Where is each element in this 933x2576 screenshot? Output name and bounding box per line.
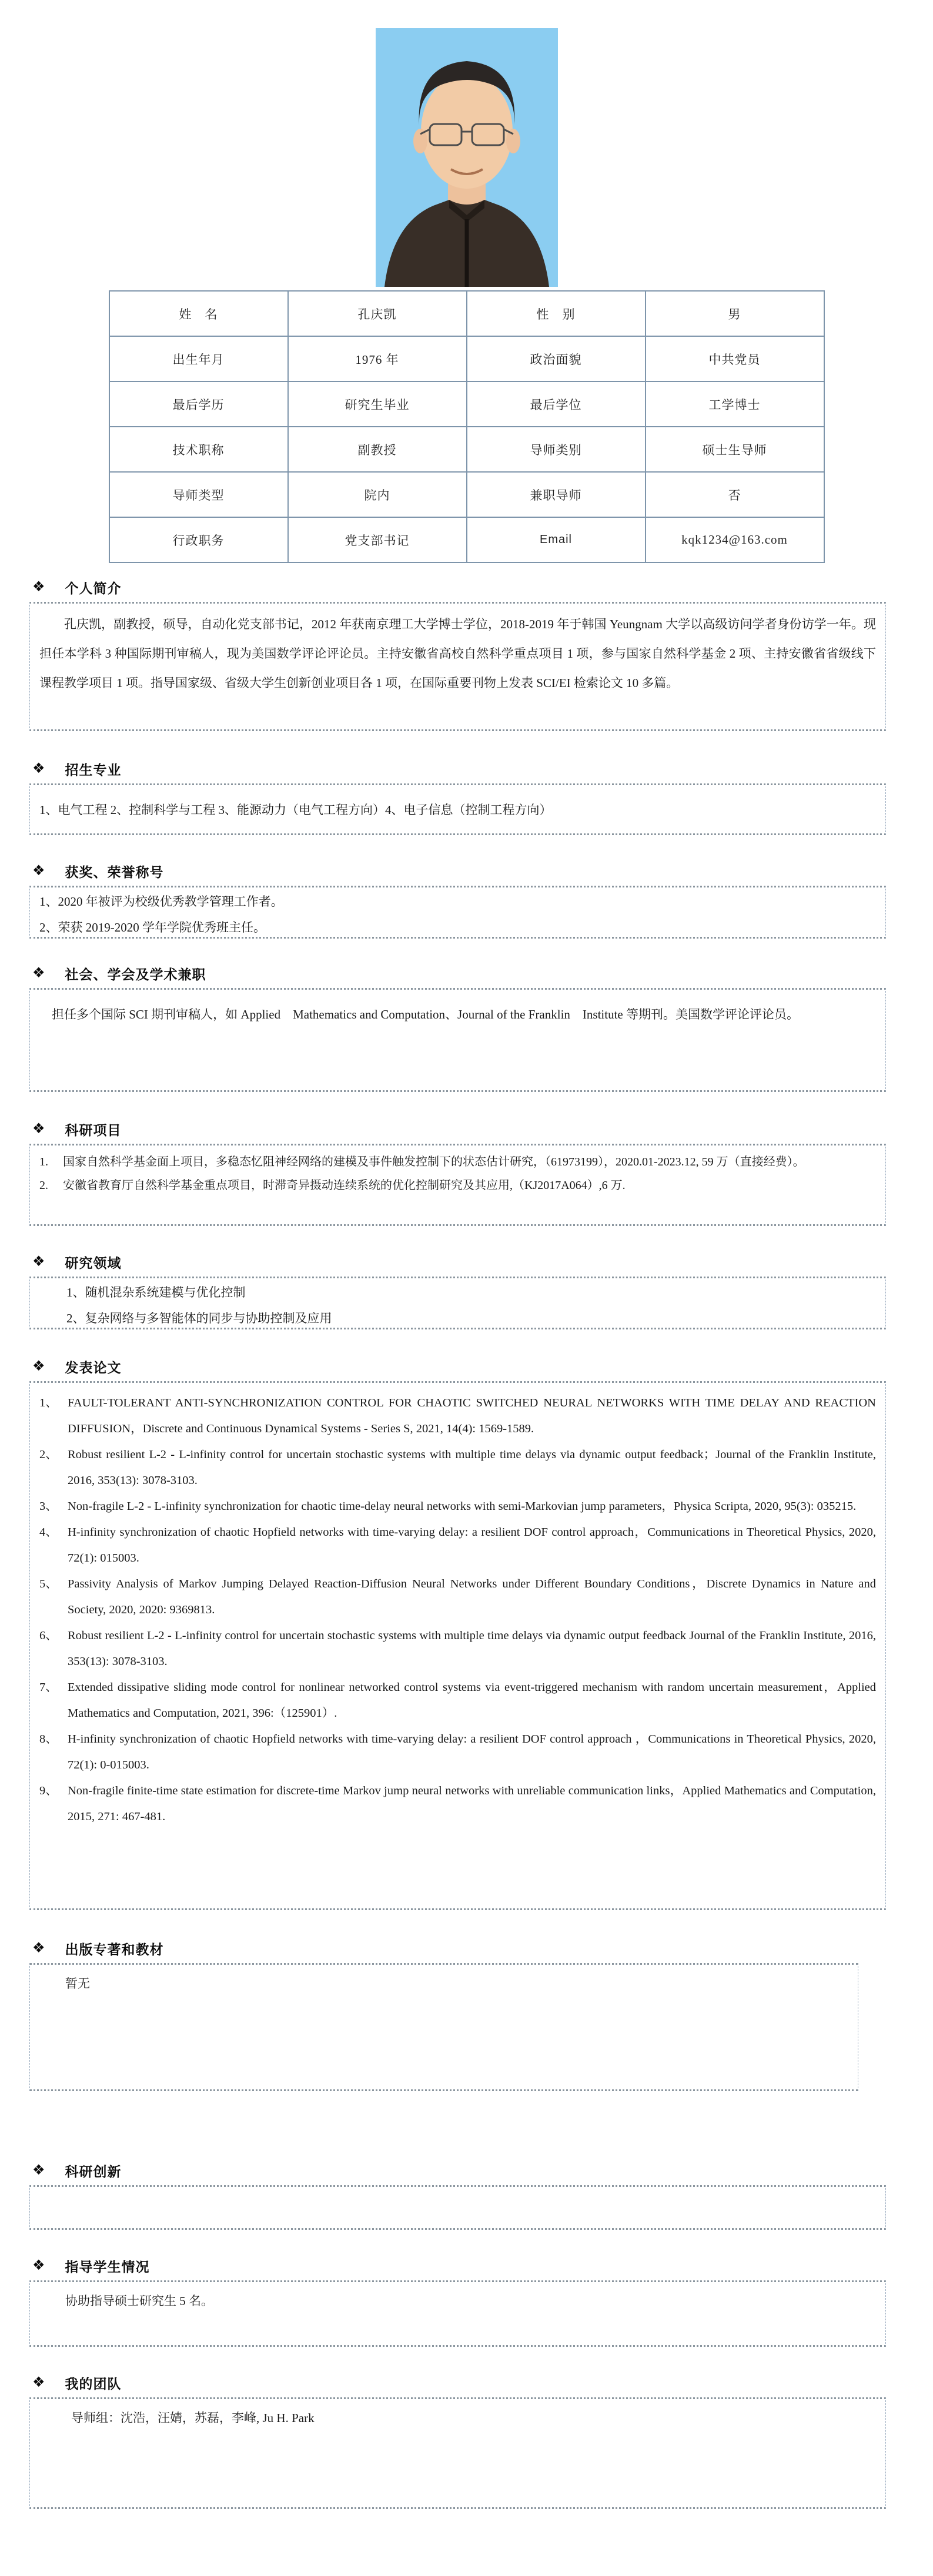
section-books [29, 1941, 886, 2091]
section-content-box [29, 988, 886, 1092]
section-content-box [29, 602, 886, 731]
item-text: FAULT-TOLERANT ANTI-SYNCHRONIZATION CONTROL FOR CHAOTIC SWITCHED NEURAL NETWORKS WITH TIME DELAY AND REACTION DIFFUSION，Discrete and Continuous Dynamical Systems - Series S, 2021, 14(4): 1569-1589. [68, 1396, 876, 1435]
item-text: H-infinity synchronization of chaotic Hopfield networks with time-varying delay: a resilient DOF control approach，Communications in Theoretical Physics, 2020, 72(1): 015003. [68, 1526, 876, 1565]
cell-label: 最后学位 [467, 381, 646, 427]
numbered-list-item [39, 1519, 876, 1571]
section-title: 指导学生情况 [65, 2259, 150, 2274]
numbered-list-item [39, 1623, 876, 1674]
item-number: 2、 [39, 1448, 58, 1461]
section-header [29, 1941, 886, 1956]
cell-label: 导师类别 [467, 427, 646, 472]
cell-value: 否 [646, 472, 824, 517]
item-number: 1、 [39, 1396, 58, 1409]
section-header [29, 1359, 886, 1374]
section-header [29, 761, 886, 776]
list-item: 暂无 [65, 1977, 90, 1991]
section-content-box [29, 1277, 886, 1329]
section-header [29, 1121, 886, 1137]
table-row [109, 291, 824, 336]
cell-value: 中共党员 [646, 336, 824, 381]
list-item: 2、荣获 2019-2020 学年学院优秀班主任。 [39, 920, 266, 934]
numbered-list-item [39, 1726, 876, 1778]
cell-label: 性 别 [467, 291, 646, 336]
cell-value: 副教授 [288, 427, 467, 472]
cell-value: 研究生毕业 [288, 381, 467, 427]
section-content-box [29, 2280, 886, 2347]
item-number: 6、 [39, 1629, 58, 1642]
cell-label: 姓 名 [109, 291, 288, 336]
faculty-profile-page [0, 28, 933, 2509]
table-row [109, 381, 824, 427]
diamond-bullet-icon: ❖ [32, 2375, 45, 2390]
section-students [29, 2258, 886, 2347]
item-text: 国家自然科学基金面上项目，多稳态忆阻神经网络的建模及事件触发控制下的状态估计研究，（61973199），2020.01-2023.12, 59 万（直接经费）。 [63, 1155, 805, 1168]
list-item: 2、复杂网络与多智能体的同步与协助控制及应用 [66, 1311, 332, 1325]
numbered-list-item [39, 1571, 876, 1623]
section-team [29, 2375, 886, 2509]
cell-value: 1976 年 [288, 336, 467, 381]
section-papers [29, 1359, 886, 1910]
info-table-body [109, 291, 824, 562]
section-header [29, 1254, 886, 1269]
diamond-bullet-icon: ❖ [32, 2163, 45, 2178]
numbered-list-item [39, 1174, 876, 1197]
section-title: 出版专著和教材 [65, 1942, 164, 1957]
info-table [109, 290, 825, 563]
section-research [29, 1254, 886, 1329]
item-text: Extended dissipative sliding mode control for nonlinear networked control systems via event-triggered mechanism with random uncertain measurement，Applied Mathematics and Computation, 2021, 396:（125901）. [68, 1681, 876, 1720]
cell-value: 孔庆凯 [288, 291, 467, 336]
item-number: 3、 [39, 1500, 58, 1513]
section-title: 发表论文 [65, 1360, 122, 1375]
item-text: Robust resilient L-2 - L-infinity control for uncertain stochastic systems with multiple time delays via dynamic output feedback；Journal of the Franklin Institute, 2016, 353(13): 3078-3103. [68, 1448, 876, 1487]
cell-label: 政治面貌 [467, 336, 646, 381]
list-item: 导师组：沈浩，汪婧，苏磊，李峰, Ju H. Park [71, 2411, 315, 2425]
table-row [109, 336, 824, 381]
table-row [109, 472, 824, 517]
diamond-bullet-icon: ❖ [32, 579, 45, 595]
section-title: 获奖、荣誉称号 [65, 865, 164, 880]
section-innovation [29, 2163, 886, 2230]
list-item: 协助指导硕士研究生 5 名。 [65, 2294, 213, 2308]
item-number: 2. [39, 1179, 48, 1192]
section-content-box [29, 1963, 858, 2091]
numbered-list-item [39, 1674, 876, 1726]
section-title: 科研项目 [65, 1123, 122, 1138]
sections-container [0, 579, 933, 2509]
section-header [29, 2258, 886, 2273]
cell-label: Email [467, 517, 646, 562]
cell-value: 党支部书记 [288, 517, 467, 562]
section-content-box [29, 2185, 886, 2230]
item-number: 4、 [39, 1526, 58, 1539]
numbered-list-item [39, 1493, 876, 1519]
cell-label: 最后学历 [109, 381, 288, 427]
diamond-bullet-icon: ❖ [32, 966, 45, 981]
section-header [29, 2163, 886, 2178]
cell-value: 硕士生导师 [646, 427, 824, 472]
section-title: 招生专业 [65, 762, 122, 778]
diamond-bullet-icon: ❖ [32, 1254, 45, 1269]
section-content-box [29, 783, 886, 835]
cell-value: 工学博士 [646, 381, 824, 427]
item-text: H-infinity synchronization of chaotic Hopfield networks with time-varying delay: a resilient DOF control approach ，Communications in Theoretical Physics, 2020, 72(1): 0-015003. [68, 1733, 876, 1771]
section-content-box [29, 2397, 886, 2509]
item-number: 8、 [39, 1733, 58, 1746]
section-header [29, 966, 886, 981]
diamond-bullet-icon: ❖ [32, 863, 45, 879]
section-projects [29, 1121, 886, 1226]
diamond-bullet-icon: ❖ [32, 1941, 45, 1956]
item-text: Non-fragile finite-time state estimation for discrete-time Markov jump neural networks with unreliable communication links，Applied Mathematics and Computation, 2015, 271: 467-481. [68, 1784, 876, 1823]
section-header [29, 863, 886, 879]
profile-photo-image [376, 28, 558, 287]
cell-value: 院内 [288, 472, 467, 517]
section-content-box [29, 886, 886, 939]
paragraph: 担任多个国际 SCI 期刊审稿人，如 Applied Mathematics and Computation、Journal of the Franklin Institute 等期刊。美国数学评论评论员。 [52, 1007, 799, 1021]
diamond-bullet-icon: ❖ [32, 2258, 45, 2273]
section-majors [29, 761, 886, 835]
cell-value: kqk1234@163.com [646, 517, 824, 562]
cell-label: 出生年月 [109, 336, 288, 381]
table-row [109, 427, 824, 472]
cell-label: 技术职称 [109, 427, 288, 472]
paragraph: 孔庆凯，副教授，硕导，自动化党支部书记，2012 年获南京理工大学博士学位，2018-2019 年于韩国 Yeungnam 大学以高级访问学者身份访学一年。现担任本学科 3 种国际期刊审稿人，现为美国数学评论评论员。主持安徽省高校自然科学重点项目 1 项，参与国家自然科学基金 2 项、主持安徽省省级线下课程教学项目 1 项。指导国家级、省级大学生创新创业项目各 1 项，在国际重要刊物上发表 SCI/EI 检索论文 10 多篇。 [39, 617, 876, 690]
section-header [29, 579, 886, 595]
section-awards [29, 863, 886, 939]
numbered-list-item [39, 1778, 876, 1830]
profile-photo [376, 28, 558, 287]
item-number: 1. [39, 1155, 48, 1168]
list-item: 1、电气工程 2、控制科学与工程 3、能源动力（电气工程方向）4、电子信息（控制工程方向） [39, 803, 552, 817]
section-header [29, 2375, 886, 2390]
cell-value: 男 [646, 291, 824, 336]
section-title: 社会、学会及学术兼职 [65, 967, 206, 982]
list-item: 1、随机混杂系统建模与优化控制 [66, 1285, 246, 1299]
section-content-box [29, 1144, 886, 1226]
diamond-bullet-icon: ❖ [32, 761, 45, 776]
cell-label: 行政职务 [109, 517, 288, 562]
diamond-bullet-icon: ❖ [32, 1359, 45, 1374]
diamond-bullet-icon: ❖ [32, 1121, 45, 1137]
item-number: 9、 [39, 1784, 58, 1797]
item-text: 安徽省教育厅自然科学基金重点项目，时滞奇异摄动连续系统的优化控制研究及其应用,（KJ2017A064）,6 万. [63, 1179, 626, 1192]
table-row [109, 517, 824, 562]
cell-label: 导师类型 [109, 472, 288, 517]
item-text: Robust resilient L-2 - L-infinity control for uncertain stochastic systems with multiple time delays via dynamic output feedback Journal of the Franklin Institute, 2016, 353(13): 3078-3103. [68, 1629, 876, 1668]
item-number: 7、 [39, 1681, 58, 1694]
section-memberships [29, 966, 886, 1092]
item-text: Non-fragile L-2 - L-infinity synchronization for chaotic time-delay neural networks with semi-Markovian jump parameters，Physica Scripta, 2020, 95(3): 035215. [68, 1500, 857, 1513]
section-content-box [29, 1381, 886, 1910]
numbered-list-item [39, 1442, 876, 1493]
section-title: 我的团队 [65, 2376, 122, 2391]
numbered-list-item [39, 1390, 876, 1442]
item-number: 5、 [39, 1577, 58, 1590]
cell-label: 兼职导师 [467, 472, 646, 517]
section-intro [29, 579, 886, 731]
item-text: Passivity Analysis of Markov Jumping Delayed Reaction-Diffusion Neural Networks under Different Boundary Conditions，Discrete Dynamics in Nature and Society, 2020, 2020: 9369813. [68, 1577, 876, 1616]
section-title: 科研创新 [65, 2164, 122, 2179]
section-title: 个人简介 [65, 581, 122, 596]
list-item: 1、2020 年被评为校级优秀教学管理工作者。 [39, 895, 283, 909]
numbered-list-item [39, 1150, 876, 1174]
section-title: 研究领域 [65, 1255, 122, 1271]
